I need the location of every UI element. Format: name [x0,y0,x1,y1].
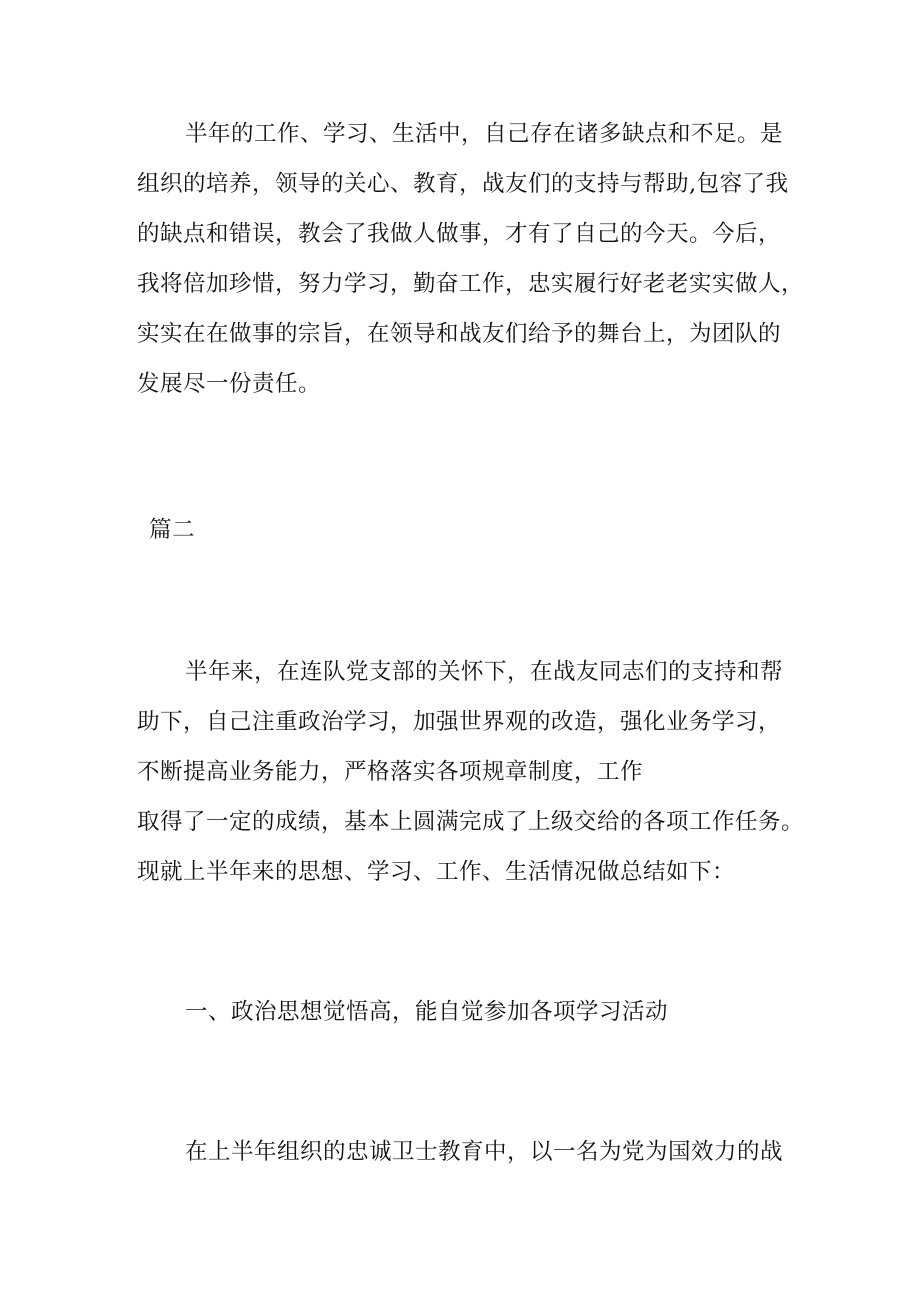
section-heading: 篇二 [149,517,196,543]
paragraph-1-line-1: 半年的工作、学习、生活中，自己存在诸多缺点和不足。是 [185,121,784,147]
paragraph-1-line-5: 实实在在做事的宗旨，在领导和战友们给予的舞台上，为团队的 [137,321,782,347]
subheading-1: 一、政治思想觉悟高，能自觉参加各项学习活动 [185,999,669,1025]
paragraph-2-line-2: 助下，自己注重政治学习，加强世界观的改造，强化业务学习， [137,709,782,735]
paragraph-3-line-1: 在上半年组织的忠诚卫士教育中，以一名为党为国效力的战 [185,1139,784,1165]
paragraph-2-line-5: 现就上半年来的思想、学习、工作、生活情况做总结如下： [137,859,736,885]
paragraph-1-line-2: 组织的培养，领导的关心、教育，战友们的支持与帮助,包容了我 [137,171,789,197]
paragraph-2-line-1: 半年来，在连队党支部的关怀下，在战友同志们的支持和帮 [185,659,784,685]
paragraph-2-line-3: 不断提高业务能力，严格落实各项规章制度，工作 [137,759,644,785]
paragraph-2-line-4: 取得了一定的成绩，基本上圆满完成了上级交给的各项工作任务。 [137,809,805,835]
paragraph-1-line-4: 我将倍加珍惜，努力学习，勤奋工作，忠实履行好老老实实做人， [137,271,805,297]
paragraph-1-line-3: 的缺点和错误，教会了我做人做事，才有了自己的今天。今后， [137,221,782,247]
paragraph-1-line-6: 发展尽一份责任。 [137,371,322,397]
